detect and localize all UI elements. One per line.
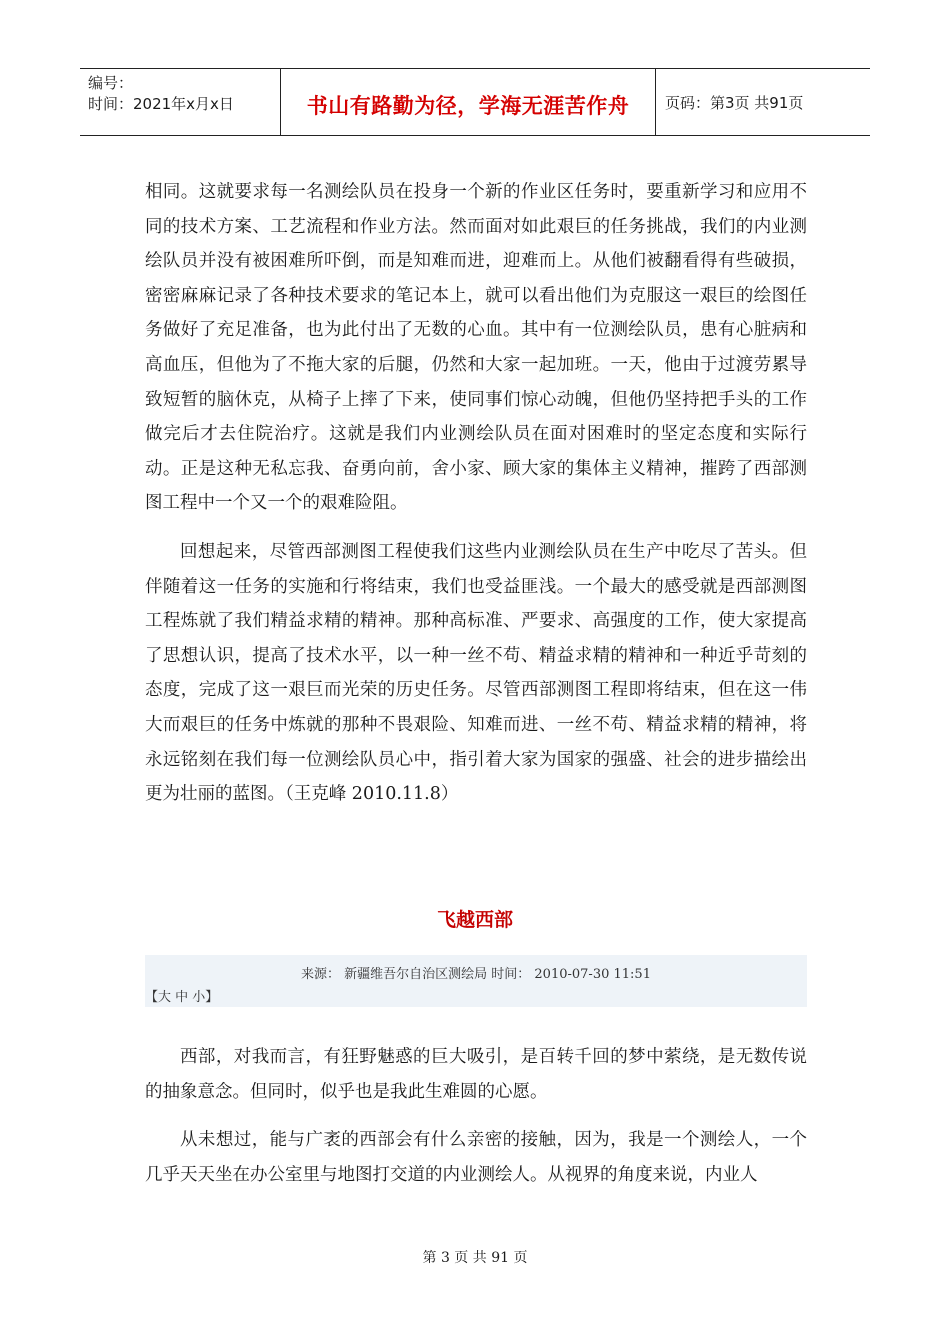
header-page-cell	[656, 69, 870, 135]
body-paragraph: 回想起来，尽管西部测图工程使我们这些内业测绘队员在生产中吃尽了苦头。但伴随着这一任务的实施和行将结束，我们也受益匪浅。一个最大的感受就是西部测图工程炼就了我们精益求精的精神。那种高标准、严要求、高强度的工作，使大家提高了思想认识，提高了技术水平，以一种一丝不苟、精益求精的精神和一种近乎苛刻的态度，完成了这一艰巨而光荣的历史任务。尽管西部测图工程即将结束，但在这一伟大而艰巨的任务中炼就的那种不畏艰险、知难而进、一丝不苟、精益求精的精神，将永远铭刻在我们每一位测绘队员心中，指引着大家为国家的强盛、社会的进步描绘出更为壮丽的蓝图。（王克峰 2010.11.8）	[145, 541, 807, 805]
article-meta-box	[145, 955, 807, 1007]
article-source-line: 来源： 新疆维吾尔自治区测绘局 时间： 2010-07-30 11:51	[301, 967, 651, 982]
date-label: 时间：2021年x月x日	[88, 95, 234, 113]
article-title: 飞越西部	[436, 909, 513, 931]
body-paragraph: 相同。这就要求每一名测绘队员在投身一个新的作业区任务时，要重新学习和应用不同的技术方案、工艺流程和作业方法。然而面对如此艰巨的任务挑战，我们的内业测绘队员并没有被困难所吓倒，而是知难而进，迎难而上。从他们被翻看得有些破损，密密麻麻记录了各种技术要求的笔记本上，就可以看出他们为克服这一艰巨的绘图任务做好了充足准备，也为此付出了无数的心血。其中有一位测绘队员，患有心脏病和高血压，但他为了不拖大家的后腿，仍然和大家一起加班。一天，他由于过渡劳累导致短暂的脑休克，从椅子上摔了下来，使同事们惊心动魄，但他仍坚持把手头的工作做完后才去住院治疗。这就是我们内业测绘队员在面对困难时的坚定态度和实际行动。正是这种无私忘我、奋勇向前，舍小家、顾大家的集体主义精神，摧跨了西部测图工程中一个又一个的艰难险阻。	[145, 182, 807, 514]
page-footer: 第 3 页 共 91 页	[422, 1250, 528, 1266]
article-content	[145, 1040, 807, 1192]
header-motto-cell	[281, 69, 656, 135]
motto: 书山有路勤为径，学海无涯苦作舟	[306, 94, 630, 118]
font-size-selector[interactable]: 【大 中 小】	[145, 990, 219, 1005]
body-content	[145, 175, 807, 812]
number-label: 编号：	[88, 74, 134, 92]
header-meta-cell	[80, 69, 281, 135]
article-paragraph: 从未想过，能与广袤的西部会有什么亲密的接触，因为，我是一个测绘人，一个几乎天天坐在办公室里与地图打交道的内业测绘人。从视界的角度来说，内业人	[145, 1130, 807, 1185]
page-label: 页码：第3页 共91页	[665, 93, 804, 112]
article-paragraph: 西部，对我而言，有狂野魅惑的巨大吸引，是百转千回的梦中萦绕，是无数传说的抽象意念。但同时，似乎也是我此生难圆的心愿。	[145, 1047, 807, 1102]
header-table	[80, 68, 870, 136]
